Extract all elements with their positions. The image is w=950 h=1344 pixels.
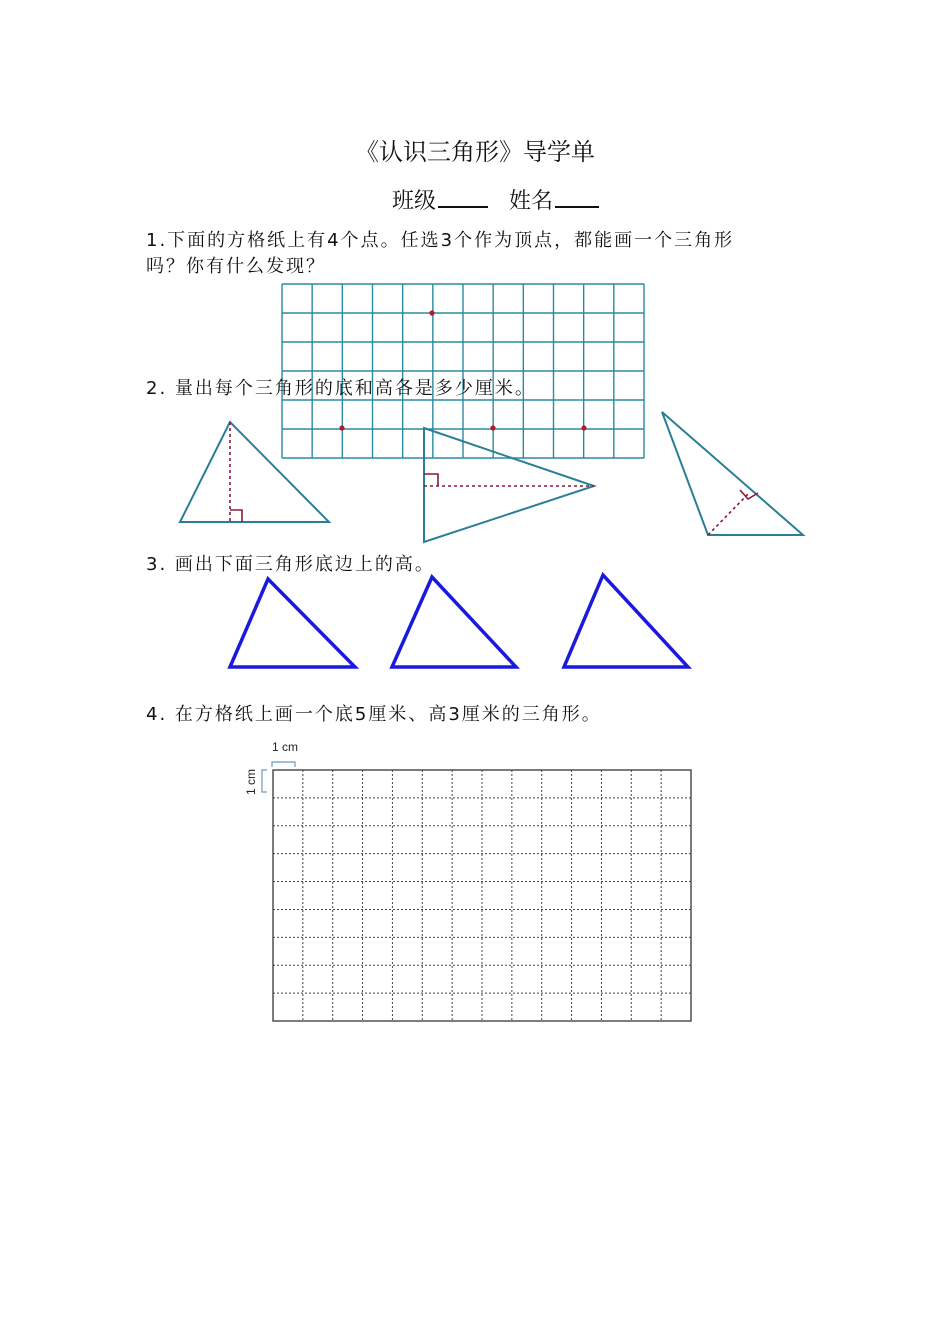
scale-label-horizontal: 1 cm bbox=[272, 740, 299, 754]
grid-point bbox=[490, 425, 495, 430]
q2-triangle-2 bbox=[424, 428, 594, 542]
q2-triangle-3 bbox=[662, 412, 803, 535]
q4-scale bbox=[244, 740, 298, 795]
name-label: 姓名 bbox=[509, 189, 554, 214]
worksheet-title: 《认识三角形》导学单 bbox=[355, 138, 595, 166]
right-angle-mark bbox=[424, 474, 438, 486]
q3-triangle-3[interactable] bbox=[564, 575, 688, 667]
question-1-text: 1.下面的方格纸上有4个点。任选3个作为顶点，都能画一个三角形 bbox=[146, 230, 735, 251]
right-angle-mark bbox=[230, 510, 242, 522]
grid-point bbox=[581, 425, 586, 430]
question-1-text-cont: 吗？你有什么发现？ bbox=[146, 256, 326, 277]
class-label: 班级 bbox=[392, 189, 437, 214]
grid-point bbox=[339, 425, 344, 430]
q1-grid[interactable] bbox=[282, 284, 644, 458]
q2-triangle-1 bbox=[180, 422, 329, 522]
question-3-text: 3. 画出下面三角形底边上的高。 bbox=[146, 554, 435, 575]
q4-grid[interactable] bbox=[273, 770, 691, 1021]
question-2-text: 2. 量出每个三角形的底和高各是多少厘米。 bbox=[146, 378, 535, 399]
q3-triangle-2[interactable] bbox=[392, 577, 516, 667]
height-line bbox=[708, 493, 749, 535]
scale-bracket-vertical bbox=[262, 770, 267, 792]
q3-triangle-1[interactable] bbox=[230, 579, 355, 667]
scale-bracket-horizontal bbox=[272, 762, 295, 767]
scale-label-vertical: 1 cm bbox=[244, 768, 258, 795]
right-angle-mark bbox=[740, 490, 758, 499]
question-4-text: 4. 在方格纸上画一个底5厘米、高3厘米的三角形。 bbox=[146, 704, 602, 725]
grid-point bbox=[429, 310, 434, 315]
